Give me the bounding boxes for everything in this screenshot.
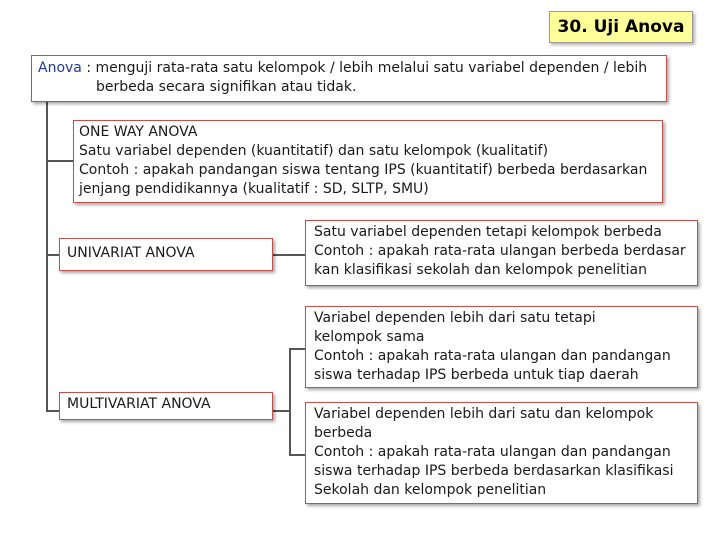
multivariat-branch-vertical: [289, 348, 291, 454]
multivariat-desc2-connector: [289, 454, 305, 456]
definition-text: : menguji rata-rata satu kelompok / lebih melalui satu variabel dependen / lebih: [81, 60, 648, 76]
oneway-connector: [46, 160, 73, 162]
multivariat-desc-line: Sekolah dan kelompok penelitian: [314, 482, 547, 498]
one-way-line: Satu variabel dependen (kuantitatif) dan satu kelompok (kualitatif): [79, 143, 549, 159]
multivariat-desc-line: kelompok sama: [314, 329, 425, 345]
univariat-desc-line: kan klasifikasi sekolah dan kelompok penelitian: [314, 262, 647, 278]
multivariat-description-box-2: [305, 402, 698, 504]
multivariat-desc-line: Contoh : apakah rata-rata ulangan dan pandangan: [314, 348, 671, 364]
multivariat-desc-line: Variabel dependen lebih dari satu dan kelompok: [314, 406, 654, 422]
slide-title: 30. Uji Anova: [549, 11, 693, 43]
univariat-connector: [46, 254, 59, 256]
univariat-desc-line: Satu variabel dependen tetapi kelompok berbeda: [314, 224, 662, 240]
main-vertical-connector: [46, 102, 48, 411]
multivariat-desc1-connector: [289, 348, 305, 350]
univariat-desc-connector-h2: [289, 254, 305, 256]
multivariat-description-box-1: [305, 306, 698, 388]
multivariat-desc-line: Variabel dependen lebih dari satu tetapi: [314, 310, 596, 326]
multivariat-desc-line: siswa terhadap IPS berbeda berdasarkan klasifikasi: [314, 463, 674, 479]
multivariat-desc-line: siswa terhadap IPS berbeda untuk tiap daerah: [314, 367, 639, 383]
multivariat-desc-line: Contoh : apakah rata-rata ulangan dan pandangan: [314, 444, 671, 460]
one-way-anova-box: [73, 120, 663, 203]
definition-line-1: [38, 59, 660, 78]
multivariat-connector: [46, 410, 59, 412]
anova-definition-box: [31, 55, 667, 102]
one-way-heading: ONE WAY ANOVA: [79, 124, 198, 140]
multivariat-desc-line: berbeda: [314, 425, 373, 441]
definition-term: Anova: [38, 60, 82, 76]
multivariat-anova-box: MULTIVARIAT ANOVA: [59, 392, 273, 420]
univariat-anova-box: UNIVARIAT ANOVA: [59, 238, 273, 271]
definition-line-2: berbeda secara signifikan atau tidak.: [96, 79, 357, 95]
one-way-line: Contoh : apakah pandangan siswa tentang IPS (kuantitatif) berbeda berdasarkan: [79, 162, 648, 178]
multivariat-branch-stub: [273, 410, 289, 412]
univariat-description-box: [305, 220, 698, 286]
univariat-desc-connector-h1: [273, 254, 289, 256]
one-way-line: jenjang pendidikannya (kualitatif : SD, SLTP, SMU): [79, 181, 429, 197]
univariat-desc-line: Contoh : apakah rata-rata ulangan berbeda berdasar: [314, 243, 686, 259]
